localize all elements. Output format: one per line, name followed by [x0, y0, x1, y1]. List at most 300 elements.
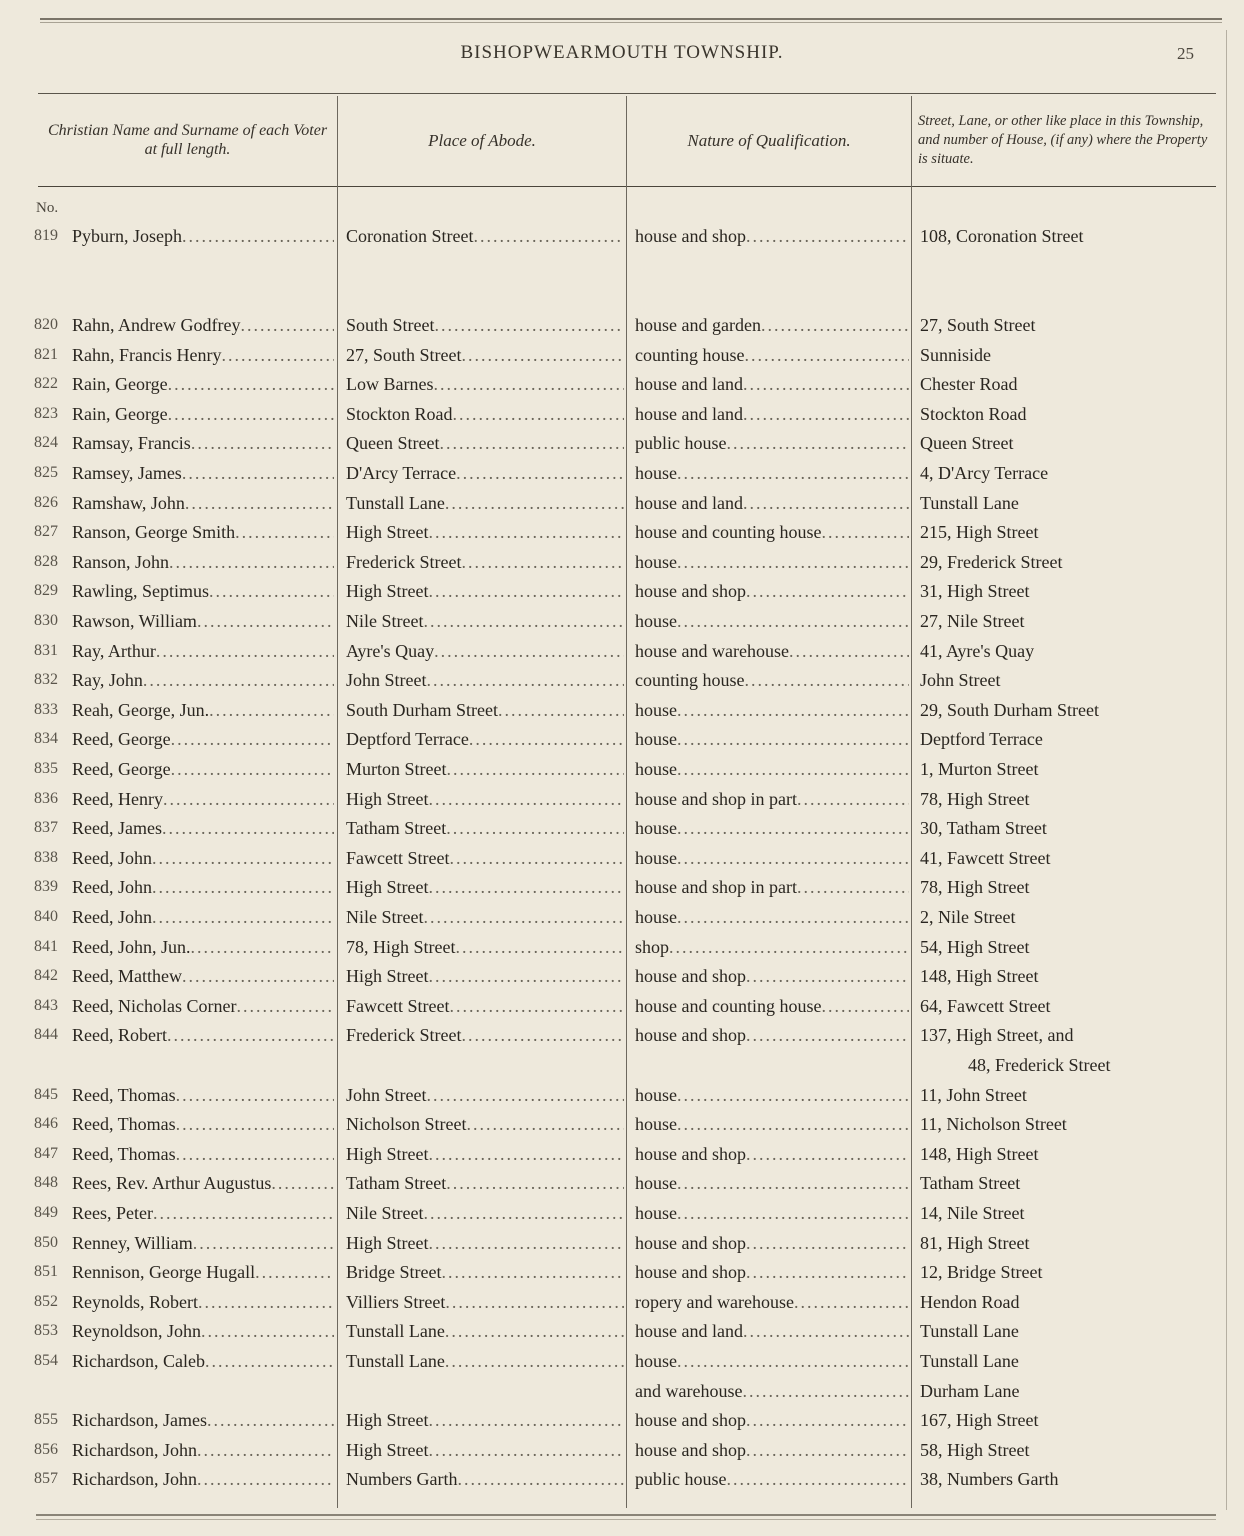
voter-name-text: Ranson, George Smith: [72, 522, 236, 543]
dot-leader: [423, 606, 624, 636]
voter-name-text: Rennison, George Hugall: [72, 1262, 256, 1283]
voter-abode-text: High Street: [346, 877, 429, 898]
dot-leader: [669, 932, 909, 962]
voter-name: [72, 576, 334, 606]
voter-name-text: Reed, Thomas: [72, 1143, 176, 1164]
voter-name: [72, 1139, 334, 1169]
voter-qualification: [635, 458, 909, 488]
dot-leader: [423, 902, 624, 932]
bottom-rule: [36, 1514, 1216, 1516]
dot-leader: [677, 1168, 909, 1198]
voter-qualification-text: counting house: [635, 670, 745, 691]
voter-qualification-continued: [635, 1376, 909, 1406]
voter-property-street: 58, High Street: [920, 1439, 1030, 1460]
voter-name: [72, 606, 334, 636]
voter-number: 839: [34, 878, 58, 896]
voter-name-text: Reed, George: [72, 729, 171, 750]
voter-name-text: Rain, George: [72, 374, 168, 395]
voter-row: [0, 310, 1244, 340]
voter-number: 820: [34, 316, 58, 333]
dot-leader: [171, 754, 334, 784]
voter-qualification-text: house: [635, 1084, 677, 1105]
voter-abode: [346, 488, 624, 518]
voter-name-text: Renney, William: [72, 1232, 193, 1253]
voter-abode-text: Murton Street: [346, 759, 447, 779]
voter-name: [72, 1168, 334, 1198]
voter-property-street: 27, Nile Street: [920, 611, 1025, 631]
number-label: No.: [36, 200, 59, 216]
dot-leader: [193, 1228, 334, 1258]
dot-leader: [429, 1435, 625, 1465]
voter-qualification: [635, 665, 909, 695]
voter-qualification: [635, 1464, 909, 1494]
dot-leader: [745, 665, 910, 695]
voter-property-street-continued: 48, Frederick Street: [968, 1055, 1111, 1075]
voter-qualification-text: house: [635, 1351, 677, 1371]
dot-leader: [457, 1464, 624, 1494]
dot-leader: [677, 606, 909, 636]
voter-name-text: Richardson, John: [72, 1469, 197, 1490]
voter-qualification: [635, 1346, 909, 1376]
voter-qualification-text: house and land: [635, 403, 743, 424]
voter-qualification: [635, 1287, 909, 1317]
voter-name-text: Pyburn, Joseph: [72, 226, 183, 246]
voter-abode: [346, 1168, 624, 1198]
dot-leader: [447, 754, 625, 784]
voter-abode-text: John Street: [346, 1084, 427, 1105]
voter-number: 825: [34, 464, 58, 481]
dot-leader: [677, 695, 909, 725]
voter-name: [72, 665, 334, 695]
voter-property-street: 78, High Street: [920, 788, 1030, 809]
dot-leader: [453, 399, 625, 429]
voter-name-text: Richardson, Caleb: [72, 1351, 205, 1371]
voter-name-text: Reah, George, Jun.: [72, 699, 210, 720]
voter-name-text: Ranson, John: [72, 551, 170, 572]
dot-leader: [746, 1139, 909, 1169]
dot-leader: [198, 1287, 334, 1317]
dot-leader: [235, 517, 334, 547]
voter-name-text: Rahn, Francis Henry: [72, 344, 222, 365]
voter-number: 829: [34, 582, 58, 600]
dot-leader: [191, 932, 335, 962]
dot-leader: [182, 221, 334, 251]
dot-leader: [152, 843, 334, 873]
voter-abode: [346, 724, 624, 754]
voter-number: 853: [34, 1322, 58, 1340]
voter-abode-text: South Durham Street: [346, 699, 498, 720]
voter-name-text: Rees, Rev. Arthur Augustus: [72, 1173, 272, 1194]
voter-name: [72, 458, 334, 488]
dot-leader: [429, 1405, 625, 1435]
voter-property-street: 12, Bridge Street: [920, 1262, 1043, 1283]
voter-abode-text: Bridge Street: [346, 1262, 442, 1283]
voter-qualification: [635, 1080, 909, 1110]
voter-qualification-text: public house: [635, 1469, 727, 1490]
voter-property-street: 2, Nile Street: [920, 907, 1016, 927]
voter-name: [72, 902, 334, 932]
voter-row: [0, 1287, 1244, 1317]
voter-name: [72, 340, 334, 370]
voter-name-text: Rawson, William: [72, 611, 197, 631]
dot-leader: [429, 1228, 625, 1258]
running-head: BISHOPWEARMOUTH TOWNSHIP.: [460, 42, 784, 63]
voter-abode-text: 27, South Street: [346, 344, 462, 365]
voter-number: 849: [34, 1204, 58, 1221]
voter-property-street: 54, High Street: [920, 936, 1030, 957]
voter-abode: [346, 991, 624, 1021]
voter-name-text: Reed, John, Jun.: [72, 936, 191, 957]
voter-abode: [346, 1228, 624, 1258]
voter-abode-text: High Street: [346, 1232, 429, 1253]
voter-number: 844: [34, 1026, 58, 1044]
dot-leader: [677, 458, 909, 488]
voter-name: [72, 1257, 334, 1287]
dot-leader: [677, 843, 909, 873]
voter-row-continuation: [0, 1376, 1244, 1406]
dot-leader: [743, 399, 909, 429]
dot-leader: [185, 488, 334, 518]
voter-number: 852: [34, 1292, 58, 1310]
voter-abode-text: Nile Street: [346, 907, 424, 927]
dot-leader: [201, 1316, 334, 1346]
voter-number: 827: [34, 523, 58, 541]
voter-name: [72, 1287, 334, 1317]
voter-abode: [346, 932, 624, 962]
dot-leader: [427, 1080, 625, 1110]
dot-leader: [427, 665, 625, 695]
voter-qualification-text: counting house: [635, 344, 745, 365]
voter-name: [72, 1228, 334, 1258]
voter-abode-text: Tunstall Lane: [346, 1351, 445, 1371]
dot-leader: [176, 1109, 334, 1139]
voter-row: [0, 1080, 1244, 1110]
voter-qualification: [635, 961, 909, 991]
voter-name-text: Reed, John: [72, 847, 152, 868]
dot-leader: [445, 1287, 624, 1317]
voter-name: [72, 1316, 334, 1346]
voter-qualification: [635, 1405, 909, 1435]
voter-name: [72, 221, 334, 251]
voter-name: [72, 1198, 334, 1228]
voter-qualification-text: house: [635, 1173, 677, 1194]
dot-leader: [240, 310, 334, 340]
dot-leader: [182, 961, 334, 991]
voter-qualification: [635, 310, 909, 340]
voter-qualification-text: house: [635, 729, 677, 750]
voter-qualification-text: house and shop: [635, 966, 746, 987]
voter-number: 850: [34, 1233, 58, 1251]
dot-leader: [727, 1464, 910, 1494]
voter-abode: [346, 369, 624, 399]
voter-name-text: Rain, George: [72, 403, 168, 424]
voter-name: [72, 488, 334, 518]
voter-number: 819: [34, 227, 58, 244]
dot-leader: [176, 1139, 334, 1169]
dot-leader: [456, 932, 625, 962]
voter-abode-text: Numbers Garth: [346, 1469, 458, 1490]
dot-leader: [435, 310, 625, 340]
voter-name-text: Ramsay, Francis: [72, 433, 191, 454]
dot-leader: [429, 576, 625, 606]
voter-name-text: Rawling, Septimus: [72, 581, 210, 602]
voter-property-street: 215, High Street: [920, 522, 1039, 543]
dot-leader: [429, 517, 625, 547]
dot-leader: [209, 576, 334, 606]
voter-abode-text: Stockton Road: [346, 403, 453, 424]
dot-leader: [746, 1228, 909, 1258]
voter-qualification: [635, 784, 909, 814]
voter-row: [0, 488, 1244, 518]
voter-qualification: [635, 695, 909, 725]
voter-number: 855: [34, 1411, 58, 1429]
voter-qualification: [635, 843, 909, 873]
voter-name: [72, 872, 334, 902]
voter-abode: [346, 1287, 624, 1317]
voter-row: [0, 576, 1244, 606]
voter-qualification: [635, 991, 909, 1021]
dot-leader: [446, 813, 624, 843]
voter-name: [72, 932, 334, 962]
voter-qualification: [635, 576, 909, 606]
voter-row: [0, 221, 1244, 251]
voter-property-street: Hendon Road: [920, 1291, 1020, 1312]
dot-leader: [236, 991, 334, 1021]
voter-property-street: Deptford Terrace: [920, 729, 1043, 750]
column-header-qualification: Nature of Qualification.: [687, 130, 851, 150]
voter-qualification-text: house and counting house: [635, 522, 822, 543]
voter-name-text: Reynolds, Robert: [72, 1291, 198, 1312]
dot-leader: [434, 636, 624, 666]
voter-row: [0, 1346, 1244, 1376]
voter-qualification: [635, 932, 909, 962]
voter-abode: [346, 1257, 624, 1287]
voter-abode: [346, 1139, 624, 1169]
voter-property-street: Queen Street: [920, 433, 1014, 454]
voter-row: [0, 517, 1244, 547]
voter-qualification: [635, 1139, 909, 1169]
dot-leader: [191, 428, 334, 458]
voter-abode: [346, 1316, 624, 1346]
voter-qualification: [635, 636, 909, 666]
dot-leader: [429, 961, 625, 991]
voter-number: 822: [34, 375, 58, 393]
voter-number: 841: [34, 937, 58, 955]
dot-leader: [176, 1080, 334, 1110]
voter-property-street: 41, Ayre's Quay: [920, 640, 1035, 661]
voter-abode-text: Deptford Terrace: [346, 729, 469, 750]
voter-property-street: 167, High Street: [920, 1410, 1039, 1431]
voter-qualification: [635, 399, 909, 429]
voter-abode: [346, 695, 624, 725]
voter-number: 826: [34, 493, 58, 511]
voter-name-text: Reed, Nicholas Corner: [72, 995, 237, 1016]
voter-property-street: 78, High Street: [920, 877, 1030, 898]
dot-leader: [162, 813, 334, 843]
dot-leader: [152, 902, 334, 932]
voter-number: 845: [34, 1085, 58, 1103]
voter-name-text: Reed, Matthew: [72, 966, 182, 987]
voter-number: 838: [34, 848, 58, 866]
voter-qualification: [635, 754, 909, 784]
voter-property-street: 31, High Street: [920, 581, 1030, 602]
voter-row: [0, 1405, 1244, 1435]
voter-abode: [346, 1464, 624, 1494]
voter-qualification-text: house: [635, 1114, 677, 1135]
voter-abode-text: Tunstall Lane: [346, 492, 445, 513]
voter-number: 846: [34, 1115, 58, 1133]
voter-row: [0, 961, 1244, 991]
voter-qualification-text: public house: [635, 433, 727, 454]
dot-leader: [441, 1257, 624, 1287]
voter-property-street: 148, High Street: [920, 966, 1039, 987]
voter-name: [72, 1346, 334, 1376]
voter-qualification: [635, 340, 909, 370]
voter-qualification-text: house and land: [635, 1321, 743, 1342]
voter-number: 837: [34, 819, 58, 837]
voter-abode-text: Nile Street: [346, 1203, 424, 1223]
dot-leader: [169, 547, 334, 577]
dot-leader: [746, 221, 909, 251]
dot-leader: [156, 636, 334, 666]
voter-abode: [346, 399, 624, 429]
voter-number: 833: [34, 700, 58, 718]
voter-row-continuation: [0, 1050, 1244, 1080]
voter-name-text: Ray, John: [72, 670, 143, 691]
voter-row: [0, 458, 1244, 488]
voter-qualification-text: house and land: [635, 374, 743, 395]
dot-leader: [746, 576, 909, 606]
voter-number: 842: [34, 967, 58, 985]
voter-row: [0, 991, 1244, 1021]
dot-leader: [746, 1405, 909, 1435]
voter-qualification: [635, 606, 909, 636]
voter-qualification: [635, 547, 909, 577]
voter-abode: [346, 1109, 624, 1139]
voter-name: [72, 1020, 334, 1050]
voter-abode-text: Villiers Street: [346, 1291, 446, 1312]
voter-name-text: Reed, James: [72, 818, 162, 839]
dot-leader: [498, 695, 624, 725]
voter-abode-text: Nicholson Street: [346, 1114, 467, 1135]
voter-property-street: 11, Nicholson Street: [920, 1114, 1067, 1135]
voter-row: [0, 665, 1244, 695]
voter-property-street: 29, Frederick Street: [920, 551, 1063, 572]
voter-row: [0, 369, 1244, 399]
voter-abode-text: D'Arcy Terrace: [346, 463, 457, 483]
voter-abode: [346, 1346, 624, 1376]
voter-abode-text: Tatham Street: [346, 1173, 447, 1194]
dot-leader: [429, 1139, 625, 1169]
voter-name-text: Reed, Henry: [72, 788, 163, 809]
voter-name: [72, 547, 334, 577]
voter-abode-text: Fawcett Street: [346, 847, 450, 868]
dot-leader: [677, 813, 909, 843]
voter-qualification: [635, 724, 909, 754]
dot-leader: [821, 991, 909, 1021]
voter-abode: [346, 1405, 624, 1435]
voter-name-text: Reed, John: [72, 907, 152, 927]
dot-leader: [221, 340, 334, 370]
voter-row: [0, 1435, 1244, 1465]
voter-abode-text: South Street: [346, 315, 435, 335]
voter-abode-text: High Street: [346, 522, 429, 543]
voter-name: [72, 1109, 334, 1139]
voter-abode-text: Fawcett Street: [346, 995, 450, 1016]
voter-row: [0, 1139, 1244, 1169]
voter-qualification-text: ropery and warehouse: [635, 1291, 794, 1312]
dot-leader: [466, 1109, 624, 1139]
voter-qualification-text: house: [635, 551, 677, 572]
voter-number: 857: [34, 1470, 58, 1488]
voter-qualification: [635, 488, 909, 518]
voter-abode: [346, 961, 624, 991]
voter-property-street-continued: Durham Lane: [920, 1380, 1020, 1401]
voter-property-street: Stockton Road: [920, 403, 1027, 424]
voter-name: [72, 1080, 334, 1110]
dot-leader: [456, 458, 624, 488]
voter-row: [0, 1464, 1244, 1494]
voter-name-text: Reed, George: [72, 759, 171, 779]
voter-qualification: [635, 1316, 909, 1346]
voter-qualification: [635, 1168, 909, 1198]
dot-leader: [445, 488, 624, 518]
voter-qualification: [635, 1228, 909, 1258]
voter-abode: [346, 636, 624, 666]
voter-property-street: 137, High Street, and: [920, 1025, 1074, 1046]
voter-number: 856: [34, 1440, 58, 1458]
dot-leader: [433, 369, 624, 399]
voter-abode-text: High Street: [346, 966, 429, 987]
voter-row: [0, 813, 1244, 843]
voter-abode: [346, 843, 624, 873]
voter-abode: [346, 458, 624, 488]
dot-leader: [677, 1198, 909, 1228]
voter-row: [0, 695, 1244, 725]
dot-leader: [182, 458, 334, 488]
voter-name: [72, 843, 334, 873]
voter-abode-text: Low Barnes: [346, 374, 434, 395]
voter-row: [0, 399, 1244, 429]
voter-qualification-text: shop: [635, 936, 670, 957]
voter-name: [72, 813, 334, 843]
voter-row: [0, 784, 1244, 814]
voter-qualification-text: house: [635, 1203, 677, 1223]
voter-qualification: [635, 1020, 909, 1050]
column-header-abode: Place of Abode.: [428, 130, 536, 150]
voter-number: 835: [34, 760, 58, 777]
voter-property-street: 38, Numbers Garth: [920, 1469, 1059, 1490]
voter-property-street: 41, Fawcett Street: [920, 847, 1051, 868]
voter-property-street: Tunstall Lane: [920, 1321, 1019, 1342]
voter-qualification-text: house: [635, 818, 677, 839]
voter-abode: [346, 1020, 624, 1050]
dot-leader: [168, 369, 334, 399]
voter-row: [0, 1168, 1244, 1198]
voter-property-street: 64, Fawcett Street: [920, 995, 1051, 1016]
dot-leader: [207, 1405, 334, 1435]
voter-row: [0, 1228, 1244, 1258]
dot-leader: [153, 1198, 334, 1228]
voter-name: [72, 369, 334, 399]
voter-row: [0, 902, 1244, 932]
voter-row: [0, 1109, 1244, 1139]
voter-abode: [346, 547, 624, 577]
voter-qualification-continued-text: and warehouse: [635, 1380, 743, 1401]
voter-qualification-text: house: [635, 759, 677, 779]
voter-row: [0, 606, 1244, 636]
voter-property-street: 1, Murton Street: [920, 759, 1039, 779]
